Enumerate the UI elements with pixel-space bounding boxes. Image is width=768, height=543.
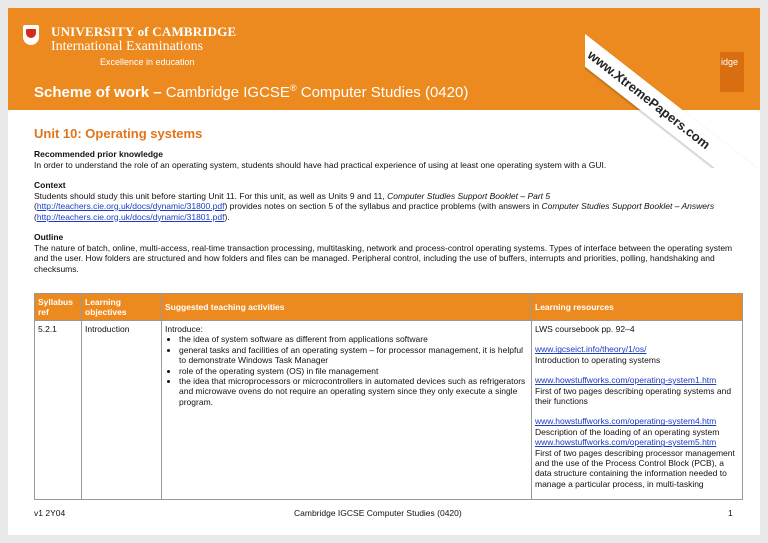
outline-heading: Outline <box>34 232 64 242</box>
context-heading: Context <box>34 180 66 190</box>
resource-desc: Description of the loading of an operating system <box>535 426 720 437</box>
watermark-banner[interactable] <box>585 8 760 168</box>
tagline: Excellence in education <box>100 57 195 67</box>
col-learning-objectives: Learning objectives <box>82 294 162 321</box>
activities-intro: Introduce: <box>165 324 203 334</box>
examinations-name: International Examinations <box>51 39 204 54</box>
footer-center: Cambridge IGCSE Computer Studies (0420) <box>294 508 462 518</box>
cell-resources <box>532 321 743 500</box>
col-learning-resources: Learning resources <box>532 294 743 321</box>
university-name: UNIVERSITY of CAMBRIDGE <box>51 24 237 39</box>
cambridge-crest-icon <box>23 25 39 45</box>
scheme-of-work-table <box>34 293 743 500</box>
resource-desc: First of two pages describing operating systems and their functions <box>535 385 732 407</box>
footer-version: v1 2Y04 <box>34 508 66 518</box>
unit-title: Unit 10: Operating systems <box>34 126 203 141</box>
list-item: • general tasks and facilities of an operating system – for processor management, it is helpful to demonstrate Windows Task Manager <box>179 345 528 366</box>
context-link-31800[interactable]: http://teachers.cie.org.uk/docs/dynamic/31800.pdf <box>36 201 225 211</box>
prior-knowledge-text: In order to understand the role of an operating system, students should have had practical experience of using at least one operating system with a GUI. <box>34 159 607 170</box>
resource-link-os5[interactable]: www.howstuffworks.com/operating-system5.htm <box>535 437 717 448</box>
table-header-row <box>35 294 743 321</box>
outline-text: The nature of batch, online, multi-access, real-time transaction processing, multitasking, network and process-control operating systems. Types of interface between the operating system and the user. How folders are structured and how folders and files can be managed. Peripheral control, including the use of buffers, interrupts and priorities, polling, handshaking and checksums. <box>34 242 733 274</box>
outline-section <box>34 232 734 274</box>
context-link-31801[interactable]: http://teachers.cie.org.uk/docs/dynamic/31801.pdf <box>36 211 225 222</box>
cell-activities <box>162 321 532 500</box>
table-row <box>35 321 743 500</box>
cell-ref: 5.2.1 <box>35 321 82 500</box>
corner-logo: idge <box>720 52 744 92</box>
resource-link-os1[interactable]: www.howstuffworks.com/operating-system1.htm <box>535 375 717 386</box>
list-item: • the idea that microprocessors or microcontrollers in automated devices such as refrigerators and microwave ovens do not require an operating system since they only execute a single program. <box>179 376 528 407</box>
document-title: Scheme of work – Cambridge IGCSE® Computer Studies (0420) <box>34 83 469 101</box>
document-page <box>8 8 760 535</box>
context-text: Students should study this unit before starting Unit 11. For this unit, as well as Units 9 and 11, Computer Studies Support Booklet – Part 5 (http://teachers.cie.org.uk/docs/dynamic/31800.pdf) provides notes on section 5 of the syllabus and practice problems (with answers in Computer Studies Support Booklet – Answers (http://teachers.cie.org.uk/docs/dynamic/31801.pdf). <box>34 190 715 222</box>
prior-knowledge-heading: Recommended prior knowledge <box>34 149 163 159</box>
prior-knowledge-section <box>34 149 734 170</box>
context-section <box>34 180 734 222</box>
col-syllabus-ref: Syllabus ref <box>35 294 82 321</box>
page-number: 1 <box>728 508 733 518</box>
resource-link-os4[interactable]: www.howstuffworks.com/operating-system4.htm <box>535 416 717 427</box>
list-item: • role of the operating system (OS) in file management <box>179 366 528 376</box>
list-item: • the idea of system software as different from applications software <box>179 334 528 344</box>
col-teaching-activities: Suggested teaching activities <box>162 294 532 321</box>
resource-desc: Introduction to operating systems <box>535 354 661 365</box>
resource-desc: First of two pages describing processor management and the use of the Process Control Block (PCB), a data structure containing the information needed to manage a particular process, in multi-tasking <box>535 447 735 489</box>
watermark-text[interactable]: www.XtremePapers.com <box>585 47 714 153</box>
resource-coursebook: LWS coursebook pp. 92–4 <box>535 324 635 334</box>
activities-list <box>165 334 528 407</box>
cell-objective: Introduction <box>82 321 162 500</box>
resource-link-igcseict[interactable]: www.igcseict.info/theory/1/os/ <box>535 344 647 355</box>
